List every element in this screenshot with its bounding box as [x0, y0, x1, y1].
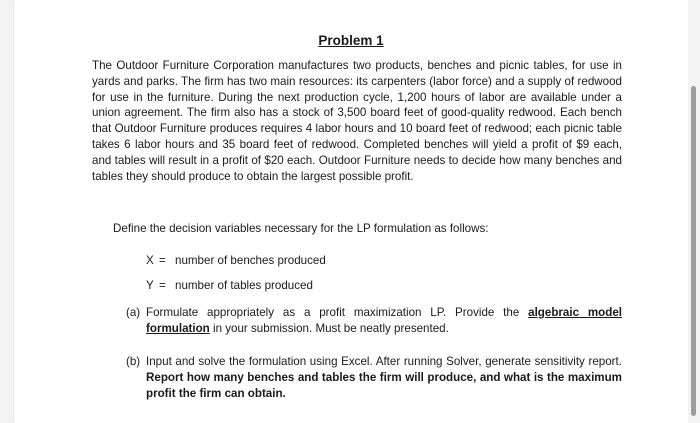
- variable-x-symbol: X: [146, 254, 154, 267]
- question-b: [126, 354, 622, 402]
- variable-y-symbol: Y: [146, 279, 154, 292]
- define-variables-intro: Define the decision variables necessary for the LP formulation as follows:: [113, 222, 489, 235]
- variable-y-equals: =: [159, 279, 166, 292]
- question-b-emphasis: Report how many benches and tables the firm will produce, and what is the maximum profit the firm can obtain.: [146, 371, 622, 400]
- question-a-emphasis: algebraic model formulation: [146, 306, 623, 335]
- question-a-label: (a): [126, 306, 141, 319]
- variable-y-description: number of tables produced: [175, 279, 313, 292]
- variable-x-description: number of benches produced: [175, 254, 326, 267]
- scrollbar-thumb[interactable]: [691, 86, 696, 416]
- variable-x-equals: =: [159, 254, 166, 267]
- variable-x: [146, 254, 326, 267]
- variable-y: [146, 279, 313, 292]
- problem-title: Problem 1: [318, 33, 384, 48]
- question-a-body: [126, 305, 622, 337]
- document-page: [14, 0, 688, 423]
- scrollbar-track[interactable]: [688, 0, 700, 423]
- question-b-text-1: Input and solve the formulation using Excel. After running Solver, generate sensitivity report.: [146, 355, 622, 368]
- question-a: [126, 305, 622, 337]
- problem-statement: The Outdoor Furniture Corporation manufactures two products, benches and picnic tables, for use in yards and parks. The firm has two main resources: its carpenters (labor force) and a supply of redwood for use in the furniture. During the next production cycle, 1,200 hours of labor are available under a union agreement. The firm also has a stock of 3,500 board feet of good-quality redwood. Each bench that Outdoor Furniture produces requires 4 labor hours and 10 board feet of redwood; each picnic table takes 6 labor hours and 35 board feet of redwood. Completed benches will yield a profit of $9 each, and tables will result in a profit of $20 each. Outdoor Furniture needs to decide how many benches and tables they should produce to obtain the largest possible profit.: [92, 59, 622, 183]
- question-b-label: (b): [126, 355, 141, 368]
- question-b-body: [126, 354, 622, 402]
- question-a-text-1: Formulate appropriately as a profit maximization LP. Provide the: [146, 306, 529, 319]
- question-a-text-2: in your submission. Must be neatly presented.: [209, 322, 449, 335]
